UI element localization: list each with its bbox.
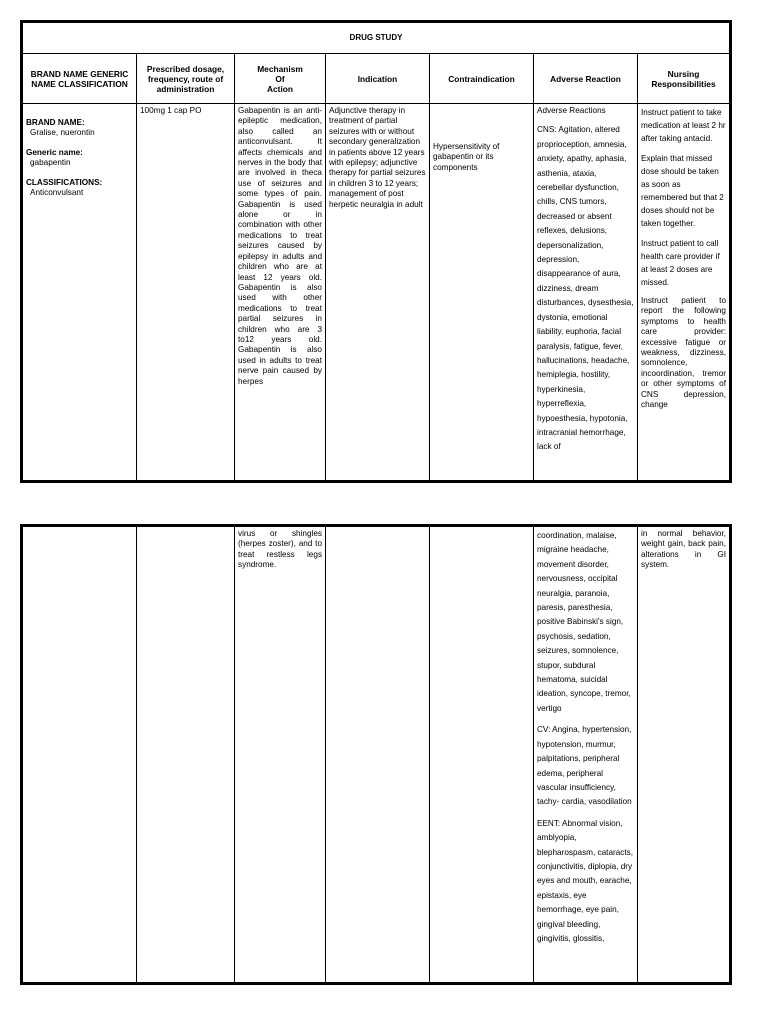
table-title: DRUG STUDY — [23, 23, 730, 54]
cell-drug-names — [23, 104, 137, 481]
cell-adverse-2 — [534, 527, 638, 983]
generic-name-label: Generic name: — [26, 147, 83, 157]
header-mechanism-line1: Mechanism — [257, 63, 303, 74]
header-nursing: Nursing Responsibilities — [638, 54, 730, 104]
cell-nursing-2: in normal behavior, weight gain, back pain, alterations in GI system. — [638, 527, 730, 983]
cell-empty-dosage — [137, 527, 235, 983]
header-dosage: Prescribed dosage, frequency, route of administration — [137, 54, 235, 104]
cell-empty-contraindication — [430, 527, 534, 983]
cell-mechanism-continued: virus or shingles (herpes zoster), and to treat restless legs syndrome. — [235, 527, 326, 983]
nursing-item-2: Explain that missed dose should be taken as soon as remembered but that 2 doses should not be taken together. — [641, 154, 724, 228]
header-brand: BRAND NAME GENERIC NAME CLASSIFICATION — [23, 54, 137, 104]
cell-nursing-1 — [638, 104, 730, 481]
cell-indication: Adjunctive therapy in treatment of partial seizures with or without secondary generalization in patients above 12 years with epilepsy; adjunctive therapy for partial seizures in children 3 to 12 years; management of post herpetic neuralgia in adult — [326, 104, 430, 481]
nursing-item-4: Instruct patient to report the following symptoms to health care provider: excessive fatigue or weakness, dizziness, somnolence, incoordination, tremor or other symptoms of CNS depression, change — [641, 296, 726, 410]
nursing-item-3: Instruct patient to call health care provider if at least 2 doses are missed. — [641, 239, 720, 287]
cell-mechanism: Gabapentin is an anti-epileptic medication, also called an anticonvulsant. It affects chemicals and nerves in the body that are involved in theca use of seizures and some types of pain. Gabapentin is used alone or in combination with other medications to treat seizures caused by epilepsy in adults and children who are at least 12 years old. Gabapentin is also used with other medications to treat partial seizures in children who are 3 to12 years old. Gabapentin is also used in adults to treat nerve pain caused by herpes — [235, 104, 326, 481]
brand-name-label: BRAND NAME: — [26, 118, 85, 127]
adverse-cns-2: coordination, malaise, migraine headache, movement disorder, nervousness, occipital neuralgia, paranoia, paresis, paresthesia, positive Babinski's sign, psychosis, sedation, seizures, somnolence, stupor, subdural hematoma, suicidal ideation, syncope, tremor, vertigo — [537, 531, 631, 713]
generic-name-value: gabapentin — [30, 158, 71, 168]
header-contraindication: Contraindication — [430, 54, 534, 104]
cell-empty-names — [23, 527, 137, 983]
header-adverse: Adverse Reaction — [534, 54, 638, 104]
page-2 — [20, 524, 732, 985]
cell-dosage: 100mg 1 cap PO — [137, 104, 235, 481]
adverse-heading: Adverse Reactions — [537, 106, 606, 115]
adverse-cns-1: CNS: Agitation, altered proprioception, amnesia, anxiety, apathy, aphasia, asthenia, ataxia, cerebellar dysfunction, chills, CNS tumors, decreased or absent reflexes, delusions, depersonalization, depression, disappearance of aura, dizziness, dream disturbances, dysesthesia, dystonia, emotional liability, euphoria, facial paralysis, fatigue, fever, hallucinations, headache, hemiplegia, hostility, hyperkinesia, hyperreflexia, hypoesthesia, hypotonia, intracranial hemorrhage, lack of — [537, 125, 634, 452]
drug-study-table-continued — [22, 526, 730, 983]
nursing-item-1: Instruct patient to take medication at least 2 hr after taking antacid. — [641, 108, 726, 143]
cell-adverse-1 — [534, 104, 638, 481]
classification-value: Anticonvulsant — [30, 188, 84, 198]
page-1 — [20, 20, 732, 483]
adverse-cv: CV: Angina, hypertension, hypotension, murmur, palpitations, peripheral edema, peripheral vascular insufficiency, tachy- cardia, vasodilation — [537, 725, 632, 807]
adverse-eent: EENT: Abnormal vision, amblyopia, blepharospasm, cataracts, conjunctivitis, diplopia, dry eyes and mouth, earache, epistaxis, eye hemorrhage, eye pain, gingival bleeding, gingivitis, glossitis, — [537, 818, 634, 943]
brand-name-value: Gralise, nuerontin — [30, 128, 95, 138]
header-indication: Indication — [326, 54, 430, 104]
cell-empty-indication — [326, 527, 430, 983]
classification-label: CLASSIFICATIONS: — [26, 177, 103, 187]
header-mechanism-line3: Action — [266, 83, 294, 94]
header-mechanism-line2: Of — [275, 73, 285, 84]
cell-contraindication: Hypersensitivity of gabapentin or its components — [430, 104, 534, 481]
header-mechanism — [235, 54, 326, 104]
drug-study-table — [22, 22, 730, 481]
